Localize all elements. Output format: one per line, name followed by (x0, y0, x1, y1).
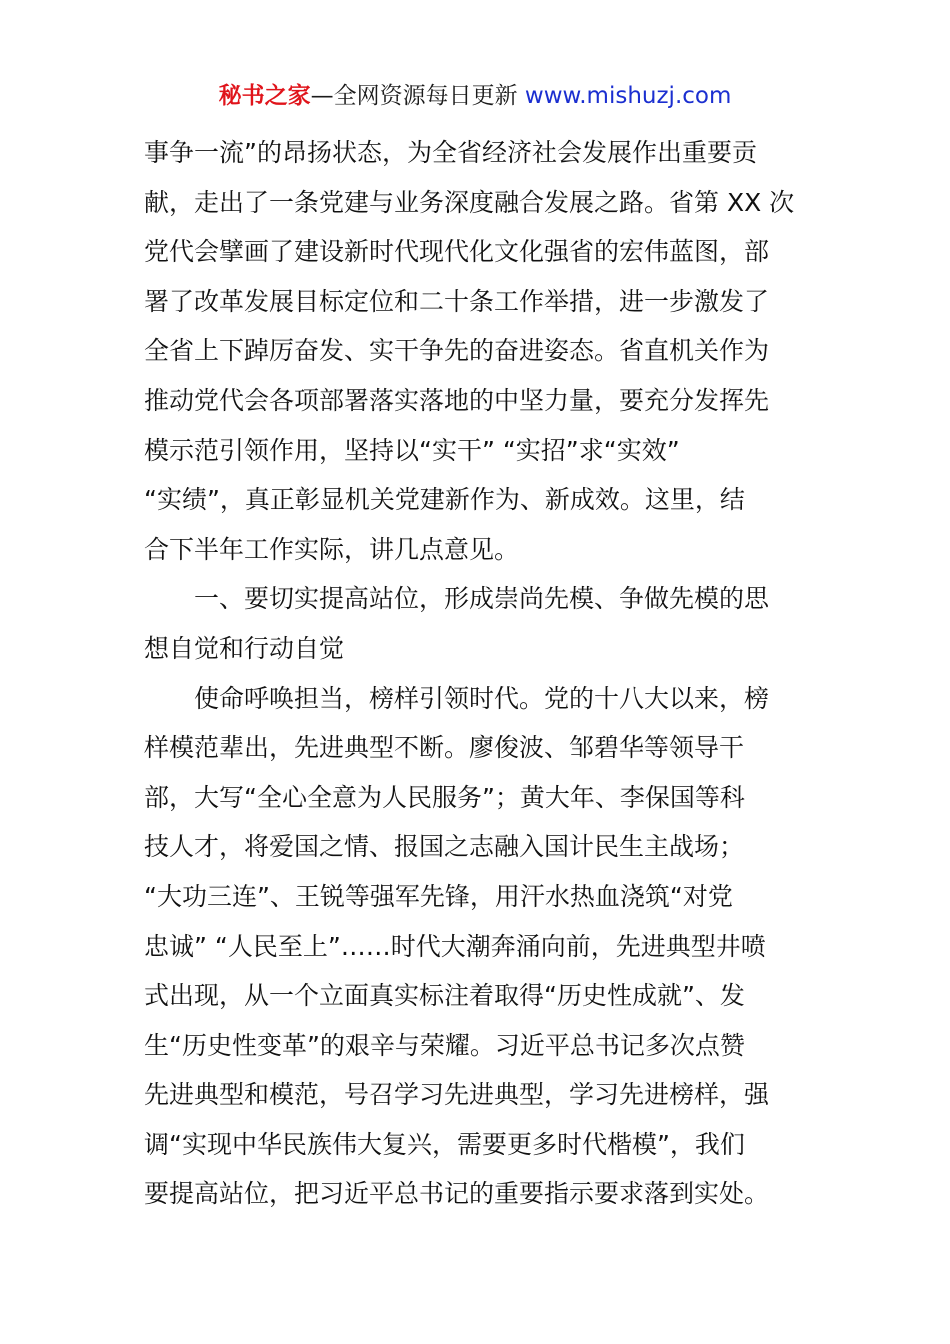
text-line: 样模范辈出，先进典型不断。廖俊波、邹碧华等领导干 (144, 733, 745, 763)
text-line: 式出现，从一个立面真实标注着取得“历史性成就”、发 (144, 981, 745, 1011)
text-line: 模示范引领作用，坚持以“实干” “实招”求“实效” (144, 435, 680, 465)
text-line: “实绩”，真正彰显机关党建新作为、新成效。这里，结 (144, 485, 745, 515)
text-line: “大功三连”、王锐等强军先锋，用汗水热血浇筑“对党 (144, 881, 733, 911)
text-line: 要提高站位，把习近平总书记的重要指示要求落到实处。 (144, 1179, 770, 1209)
text-line: 生“历史性变革”的艰辛与荣耀。习近平总书记多次点赞 (144, 1030, 745, 1060)
paragraph-first-line: 使命呼唤担当，榜样引领时代。党的十八大以来，榜 (194, 683, 770, 713)
text-line: 全省上下踔厉奋发、实干争先的奋进姿态。省直机关作为 (144, 336, 770, 366)
document-body (144, 128, 808, 1219)
text-line: 推动党代会各项部署落实落地的中坚力量，要充分发挥先 (144, 385, 770, 415)
text-line: 党代会擘画了建设新时代现代化文化强省的宏伟蓝图，部 (144, 237, 770, 267)
text-line: 技人才，将爱国之情、报国之志融入国计民生主战场； (144, 832, 745, 862)
site-brand: 秘书之家 (218, 83, 311, 109)
text-line: 事争一流”的昂扬状态，为全省经济社会发展作出重要贡 (144, 138, 757, 167)
text-line: 想自觉和行动自觉 (144, 633, 345, 663)
page-header (0, 80, 950, 112)
text-line: 署了改革发展目标定位和二十条工作举措，进一步激发了 (144, 286, 770, 316)
site-tagline: —全网资源每日更新 (310, 83, 525, 109)
text-line: 调“实现中华民族伟大复兴，需要更多时代楷模”，我们 (144, 1129, 745, 1159)
paragraph-first-line: 一、要切实提高站位，形成崇尚先模、争做先模的思 (194, 584, 770, 614)
text-line: 部，大写“全心全意为人民服务”；黄大年、李保国等科 (144, 782, 745, 812)
text-line: 合下半年工作实际，讲几点意见。 (144, 534, 520, 564)
text-line: 献，走出了一条党建与业务深度融合发展之路。省第 XX 次 (144, 187, 795, 217)
text-line: 忠诚” “人民至上”……时代大潮奔涌向前，先进典型井喷 (144, 931, 766, 961)
text-line: 先进典型和模范，号召学习先进典型，学习先进榜样，强 (144, 1080, 770, 1110)
site-url-link[interactable]: www.mishuzj.com (524, 83, 732, 109)
